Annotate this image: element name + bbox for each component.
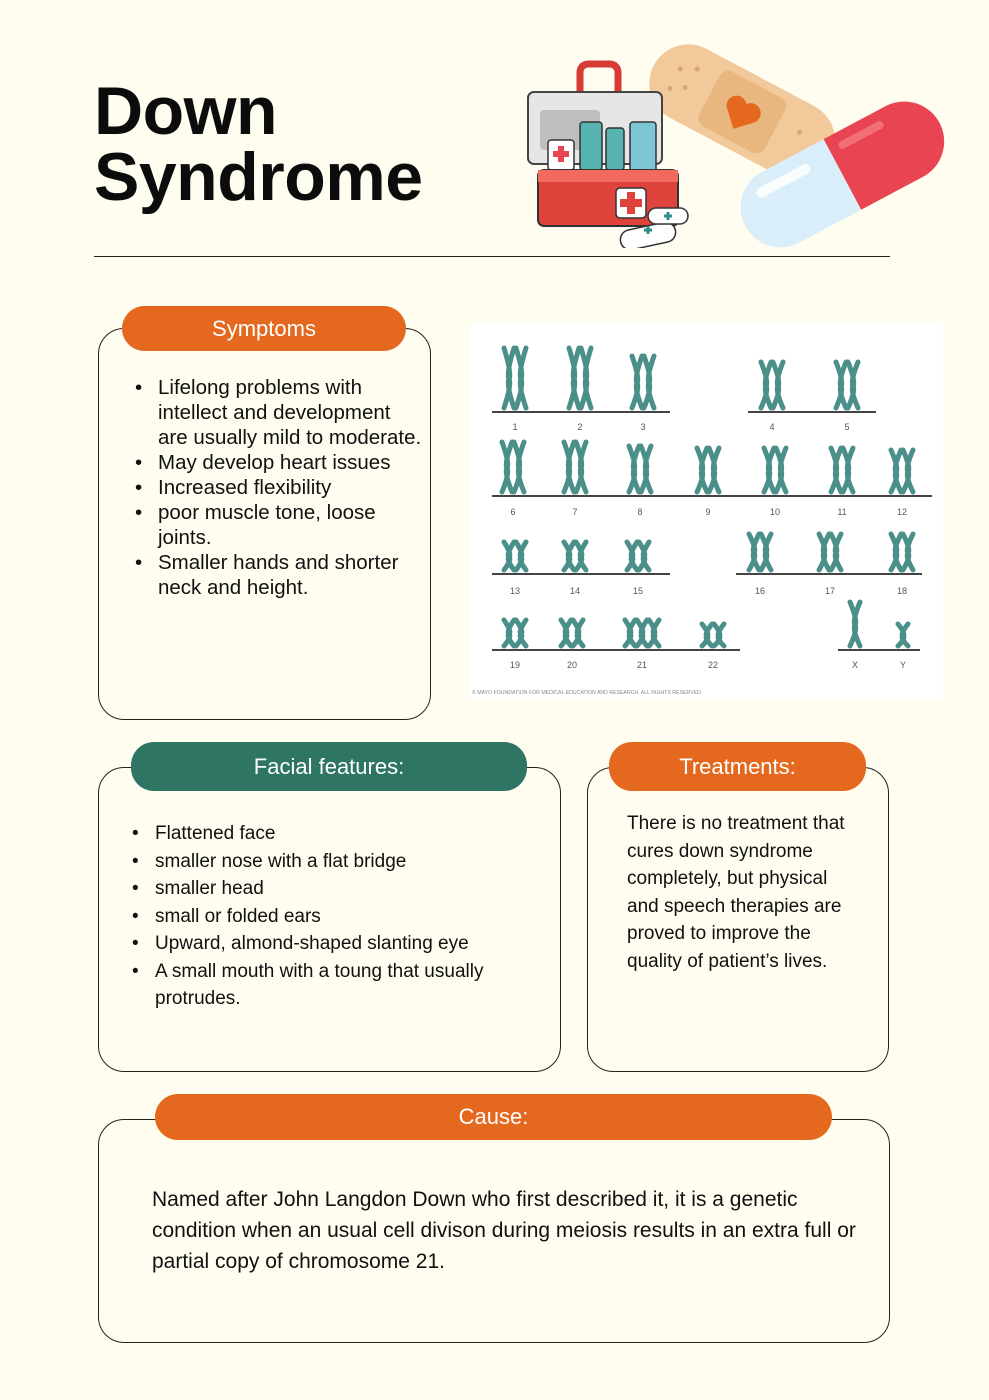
list-item: • Lifelong problems with intellect and development are usually mild to moderate. <box>158 375 424 450</box>
treatments-heading: Treatments: <box>609 742 866 791</box>
chromosome-5 <box>836 362 858 408</box>
list-item: • Smaller hands and shorter neck and height. <box>158 550 424 600</box>
chromosome-label: 5 <box>844 422 850 432</box>
chromosome-label: 1 <box>512 422 518 432</box>
chromosome-9 <box>697 448 719 492</box>
chromosome-22 <box>702 624 724 646</box>
page-title <box>94 73 423 215</box>
karyotype-credit: © MAYO FOUNDATION FOR MEDICAL EDUCATION AND RESEARCH. ALL RIGHTS RESERVED. <box>472 690 703 696</box>
chromosome-label: 9 <box>705 507 711 517</box>
list-item: • May develop heart issues <box>158 450 424 475</box>
chromosome-15 <box>627 542 649 570</box>
treatments-text: There is no treatment that cures down syndrome completely, but physical and speech therapies are proved to improve the quality of patient’s lives. <box>627 813 845 972</box>
chromosome-label: 17 <box>824 586 836 596</box>
chromosome-10 <box>764 448 786 492</box>
chromosome-4 <box>761 362 783 408</box>
chromosome-label: Y <box>899 660 907 670</box>
chromosome-label: 20 <box>566 660 578 670</box>
medical-clipart <box>520 30 950 248</box>
chromosome-20 <box>561 620 583 646</box>
facial-features-list <box>155 820 550 1013</box>
chromosome-18 <box>891 534 913 570</box>
chromosome-label: 8 <box>637 507 643 517</box>
chromosome-Y <box>898 624 908 646</box>
list-item: • Flattened face <box>155 820 550 848</box>
chromosome-label: 12 <box>896 507 908 517</box>
chromosome-8 <box>629 446 651 492</box>
chromosome-16 <box>749 534 771 570</box>
chromosome-2 <box>569 348 591 408</box>
cause-text: Named after John Langdon Down who first described it, it is a genetic condition when an usual cell divison during meiosis results in an extra full or partial copy of chromosome 21. <box>152 1188 856 1273</box>
title-line-2: Syndrome <box>94 139 423 215</box>
chromosome-label: 22 <box>707 660 719 670</box>
list-item: • poor muscle tone, loose joints. <box>158 500 424 550</box>
chromosome-label: 15 <box>632 586 644 596</box>
chromosome-label: 11 <box>837 507 847 517</box>
chromosome-label: 13 <box>509 586 521 596</box>
chromosome-11 <box>831 448 853 492</box>
list-item: • Upward, almond-shaped slanting eye <box>155 930 550 958</box>
title-line-1: Down <box>94 73 278 149</box>
chromosome-label: 3 <box>640 422 646 432</box>
list-item: • smaller head <box>155 875 550 903</box>
chromosome-label: 2 <box>577 422 583 432</box>
chromosome-label: 4 <box>769 422 775 432</box>
chromosome-21 <box>625 620 659 646</box>
cause-heading: Cause: <box>155 1094 832 1140</box>
list-item: • smaller nose with a flat bridge <box>155 848 550 876</box>
symptoms-heading: Symptoms <box>122 306 406 351</box>
title-divider <box>94 256 890 257</box>
chromosome-3 <box>632 356 654 408</box>
chromosome-12 <box>891 450 913 492</box>
chromosome-1 <box>504 348 526 408</box>
chromosome-label: 16 <box>754 586 766 596</box>
chromosome-label: X <box>851 660 859 670</box>
chromosome-label: 18 <box>896 586 908 596</box>
list-item: • A small mouth with a toung that usually protrudes. <box>155 958 550 1013</box>
list-item: • Increased flexibility <box>158 475 424 500</box>
chromosome-14 <box>564 542 586 570</box>
facial-features-heading: Facial features: <box>131 742 527 791</box>
chromosome-label: 14 <box>569 586 581 596</box>
karyotype-image <box>470 322 943 699</box>
chromosome-label: 21 <box>636 660 648 670</box>
chromosome-6 <box>502 442 524 492</box>
list-item: • small or folded ears <box>155 903 550 931</box>
chromosome-7 <box>564 442 586 492</box>
chromosome-X <box>850 602 860 646</box>
symptoms-list <box>158 375 424 600</box>
chromosome-19 <box>504 620 526 646</box>
chromosome-17 <box>819 534 841 570</box>
chromosome-label: 10 <box>769 507 781 517</box>
chromosome-label: 19 <box>509 660 521 670</box>
chromosome-13 <box>504 542 526 570</box>
chromosome-label: 6 <box>510 507 516 517</box>
chromosome-label: 7 <box>572 507 578 517</box>
